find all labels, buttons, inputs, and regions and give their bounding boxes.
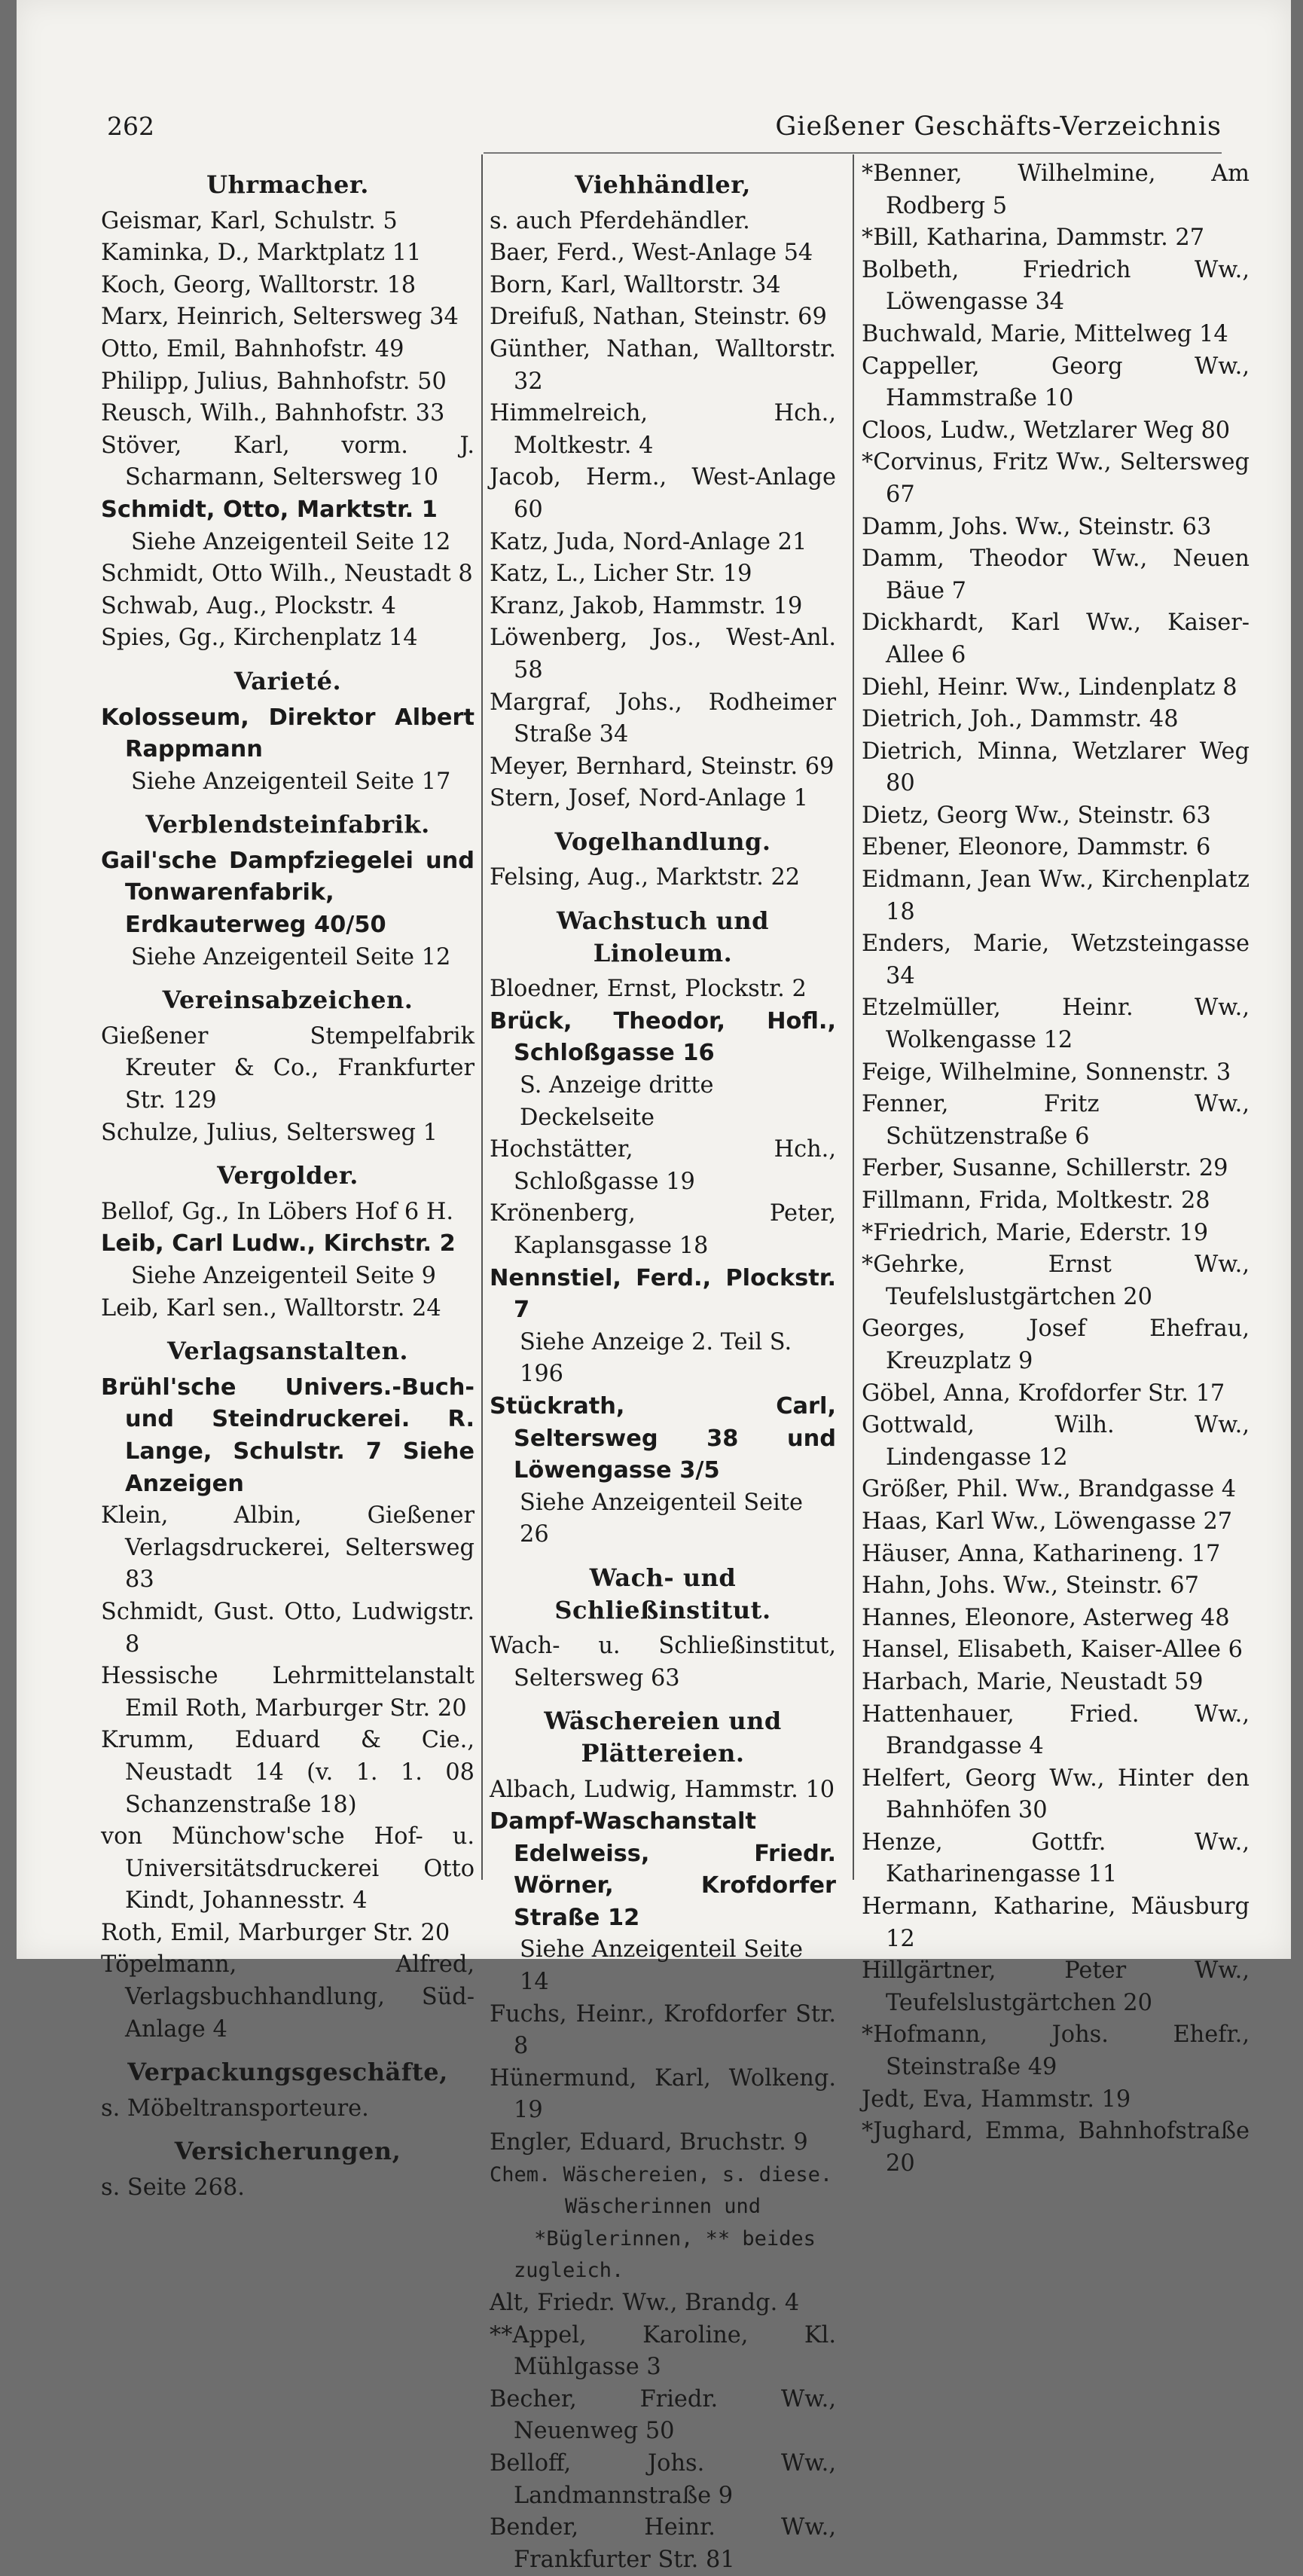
page xyxy=(17,0,1291,2573)
directory-entry: Harbach, Marie, Neustadt 59 xyxy=(862,1668,1204,1695)
directory-entry: Fenner, Fritz Ww., Schützenstraße 6 xyxy=(862,1091,1250,1150)
subsection-note: Wäscherinnen und *Büglerinnen, ** beides zugleich. xyxy=(514,2195,816,2283)
directory-entry: Eidmann, Jean Ww., Kirchenplatz 18 xyxy=(862,866,1250,925)
directory-entry: *Benner, Wilhelmine, Am Rodberg 5 xyxy=(862,160,1250,219)
section-heading: Verblendsteinfabrik. xyxy=(145,810,430,839)
directory-entry: Dietrich, Minna, Wetzlarer Weg 80 xyxy=(862,738,1250,797)
directory-entry: Alt, Friedr. Ww., Brandg. 4 xyxy=(490,2290,800,2316)
directory-entry: Himmelreich, Hch., Moltkestr. 4 xyxy=(490,400,836,459)
directory-entry: Hünermund, Karl, Wolkeng. 19 xyxy=(490,2064,836,2124)
advert-note: Siehe Anzeigenteil Seite 14 xyxy=(520,1936,804,1996)
column-divider xyxy=(481,154,483,1880)
directory-entry: Born, Karl, Walltorstr. 34 xyxy=(490,271,781,298)
directory-entry: Spies, Gg., Kirchenplatz 14 xyxy=(101,625,418,652)
directory-entry: Cloos, Ludw., Wetzlarer Weg 80 xyxy=(862,417,1231,444)
subsection-note: Chem. Wäschereien, s. diese. xyxy=(490,2162,833,2186)
directory-entry: Kolosseum, Direktor Albert Rappmann xyxy=(101,704,475,763)
directory-entry: Hillgärtner, Peter Ww., Teufelslustgärtchen 20 xyxy=(862,1957,1250,2016)
advert-note: Siehe Anzeigenteil Seite 17 xyxy=(131,768,451,795)
section-heading: Wachstuch und Linoleum. xyxy=(557,906,769,967)
directory-entry: Hermann, Katharine, Mäusburg 12 xyxy=(862,1893,1250,1952)
directory-entry: **Appel, Karoline, Kl. Mühlgasse 3 xyxy=(490,2321,836,2381)
directory-entry: Hahn, Johs. Ww., Steinstr. 67 xyxy=(862,1572,1199,1600)
advert-note: Siehe Anzeige 2. Teil S. 196 xyxy=(520,1328,792,1388)
directory-entry: Bellof, Gg., In Löbers Hof 6 H. xyxy=(101,1198,454,1225)
directory-entry: Helfert, Georg Ww., Hinter den Bahnhöfen 30 xyxy=(862,1765,1250,1824)
section-heading: Vogelhandlung. xyxy=(554,827,771,856)
directory-entry: Klein, Albin, Gießener Verlagsdruckerei, Seltersweg 83 xyxy=(101,1502,475,1594)
directory-entry: Feige, Wilhelmine, Sonnenstr. 3 xyxy=(862,1059,1231,1086)
directory-entry: Koch, Georg, Walltorstr. 18 xyxy=(101,271,417,298)
directory-entry: Häuser, Anna, Katharineng. 17 xyxy=(862,1540,1221,1567)
directory-entry: Reusch, Wilh., Bahnhofstr. 33 xyxy=(101,400,445,427)
directory-entry: Nennstiel, Ferd., Plockstr. 7 xyxy=(490,1264,836,1324)
cross-reference: s. Möbeltransporteure. xyxy=(101,2095,369,2122)
directory-entry: Diehl, Heinr. Ww., Lindenplatz 8 xyxy=(862,674,1237,701)
directory-entry: Krumm, Eduard & Cie., Neustadt 14 (v. 1. 1. 08 Schanzenstraße 18) xyxy=(101,1727,475,1818)
column-divider xyxy=(853,154,854,1880)
directory-entry: Fillmann, Frida, Moltkestr. 28 xyxy=(862,1187,1210,1214)
directory-entry: Dreifuß, Nathan, Steinstr. 69 xyxy=(490,304,827,331)
directory-entry: Enders, Marie, Wetzsteingasse 34 xyxy=(862,930,1250,989)
directory-entry: von Münchow'sche Hof- u. Universitätsdruckerei Otto Kindt, Johannesstr. 4 xyxy=(101,1823,475,1914)
directory-entry: *Gehrke, Ernst Ww., Teufelslustgärtchen 20 xyxy=(862,1251,1250,1310)
directory-entry: Schulze, Julius, Seltersweg 1 xyxy=(101,1119,438,1146)
directory-entry: Georges, Josef Ehefrau, Kreuzplatz 9 xyxy=(862,1316,1250,1374)
directory-entry: Schmidt, Otto Wilh., Neustadt 8 xyxy=(101,561,473,588)
directory-entry: Löwenberg, Jos., West-Anl. 58 xyxy=(490,625,836,683)
directory-entry: Meyer, Bernhard, Steinstr. 69 xyxy=(490,753,835,780)
section-heading: Verlagsanstalten. xyxy=(166,1337,409,1366)
directory-entry: Stöver, Karl, vorm. J. Scharmann, Seltersweg 10 xyxy=(101,432,475,491)
directory-entry: Stückrath, Carl, Seltersweg 38 und Löwengasse 3/5 xyxy=(490,1392,836,1484)
directory-entry: Wach- u. Schließinstitut, Seltersweg 63 xyxy=(490,1633,836,1691)
directory-entry: Göbel, Anna, Krofdorfer Str. 17 xyxy=(862,1380,1225,1407)
directory-entry: Ferber, Susanne, Schillerstr. 29 xyxy=(862,1155,1228,1182)
directory-entry: Günther, Nathan, Walltorstr. 32 xyxy=(490,335,836,395)
directory-entry: Haas, Karl Ww., Löwengasse 27 xyxy=(862,1508,1233,1535)
directory-entry: Brühl'sche Univers.-Buch- und Steindruckerei. R. Lange, Schulstr. 7 Siehe Anzeigen xyxy=(101,1374,475,1497)
section-heading: Uhrmacher. xyxy=(206,170,369,199)
directory-entry: Gottwald, Wilh. Ww., Lindengasse 12 xyxy=(862,1412,1250,1471)
directory-entry: Geismar, Karl, Schulstr. 5 xyxy=(101,207,398,234)
directory-entry: Henze, Gottfr. Ww., Katharinengasse 11 xyxy=(862,1829,1250,1888)
directory-entry: Jedt, Eva, Hammstr. 19 xyxy=(862,2086,1131,2113)
directory-entry: Hannes, Eleonore, Asterweg 48 xyxy=(862,1604,1230,1631)
directory-entry: Stern, Josef, Nord-Anlage 1 xyxy=(490,785,808,812)
directory-entry: Krönenberg, Peter, Kaplansgasse 18 xyxy=(490,1200,836,1259)
directory-entry: *Bill, Katharina, Dammstr. 27 xyxy=(862,225,1205,252)
section-heading: Varieté. xyxy=(233,666,342,695)
directory-entry: Buchwald, Marie, Mittelweg 14 xyxy=(862,320,1228,347)
directory-entry: Gail'sche Dampfziegelei und Tonwarenfabrik, Erdkauterweg 40/50 xyxy=(101,847,475,939)
directory-entry: Felsing, Aug., Marktstr. 22 xyxy=(490,864,801,891)
advert-note: S. Anzeige dritte Deckelseite xyxy=(520,1072,714,1131)
directory-entry: Schmidt, Otto, Marktstr. 1 xyxy=(101,496,438,523)
directory-entry: *Friedrich, Marie, Ederstr. 19 xyxy=(862,1219,1209,1246)
directory-entry: *Corvinus, Fritz Ww., Seltersweg 67 xyxy=(862,449,1250,508)
directory-entry: Roth, Emil, Marburger Str. 20 xyxy=(101,1919,450,1946)
directory-entry: *Hofmann, Johs. Ehefr., Steinstraße 49 xyxy=(862,2021,1250,2081)
directory-entry: Fuchs, Heinr., Krofdorfer Str. 8 xyxy=(490,2000,836,2060)
section-heading: Versicherungen, xyxy=(174,2137,401,2166)
section-heading: Verpackungsgeschäfte, xyxy=(127,2058,448,2087)
directory-entry: Kaminka, D., Marktplatz 11 xyxy=(101,240,422,267)
directory-entry: Schwab, Aug., Plockstr. 4 xyxy=(101,592,396,619)
directory-entry: Dampf-Waschanstalt Edelweiss, Friedr. Wörner, Krofdorfer Straße 12 xyxy=(490,1808,836,1931)
advert-note: Siehe Anzeigenteil Seite 9 xyxy=(131,1263,437,1289)
directory-entry: Becher, Friedr. Ww., Neuenweg 50 xyxy=(490,2385,836,2445)
directory-entry: Bolbeth, Friedrich Ww., Löwengasse 34 xyxy=(862,256,1250,316)
directory-entry: Größer, Phil. Ww., Brandgasse 4 xyxy=(862,1476,1237,1503)
directory-entry: Damm, Theodor Ww., Neuen Bäue 7 xyxy=(862,545,1250,604)
page-number: 262 xyxy=(107,112,154,141)
directory-entry: Marx, Heinrich, Seltersweg 34 xyxy=(101,304,459,331)
advert-note: Siehe Anzeigenteil Seite 12 xyxy=(131,528,451,555)
directory-entry: Otto, Emil, Bahnhofstr. 49 xyxy=(101,335,404,362)
section-heading: Viehhändler, xyxy=(575,170,751,199)
directory-entry: Gießener Stempelfabrik Kreuter & Co., Frankfurter Str. 129 xyxy=(101,1022,475,1114)
directory-entry: Engler, Eduard, Bruchstr. 9 xyxy=(490,2129,808,2156)
directory-entry: Kranz, Jakob, Hammstr. 19 xyxy=(490,592,803,619)
directory-entry: Dickhardt, Karl Ww., Kaiser-Allee 6 xyxy=(862,610,1250,668)
directory-entry: Damm, Johs. Ww., Steinstr. 63 xyxy=(862,513,1212,540)
directory-entry: Hattenhauer, Fried. Ww., Brandgasse 4 xyxy=(862,1701,1250,1760)
directory-entry: Hochstätter, Hch., Schloßgasse 19 xyxy=(490,1136,836,1195)
directory-entry: Belloff, Johs. Ww., Landmannstraße 9 xyxy=(490,2449,836,2509)
page-title: Gießener Geschäfts-Verzeichnis xyxy=(775,112,1222,142)
directory-entry: Cappeller, Georg Ww., Hammstraße 10 xyxy=(862,353,1250,412)
advert-note: Siehe Anzeigenteil Seite 26 xyxy=(520,1489,804,1548)
section-heading: Vereinsabzeichen. xyxy=(162,985,413,1015)
directory-entry: Töpelmann, Alfred, Verlagsbuchhandlung, Süd-Anlage 4 xyxy=(101,1951,475,2043)
column-2 xyxy=(490,158,836,2576)
section-heading: Wäschereien und Plättereien. xyxy=(544,1707,782,1768)
directory-entry: Schmidt, Gust. Otto, Ludwigstr. 8 xyxy=(101,1598,475,1658)
directory-entry: Bender, Heinr. Ww., Frankfurter Str. 81 xyxy=(490,2514,836,2573)
directory-entry: Dietrich, Joh., Dammstr. 48 xyxy=(862,706,1179,733)
section-heading: Wach- und Schließinstitut. xyxy=(554,1563,771,1624)
cross-reference: s. Seite 268. xyxy=(101,2174,245,2202)
directory-entry: Leib, Carl Ludw., Kirchstr. 2 xyxy=(101,1230,456,1257)
advert-note: Siehe Anzeigenteil Seite 12 xyxy=(131,943,451,970)
directory-entry: Hessische Lehrmittelanstalt Emil Roth, Marburger Str. 20 xyxy=(101,1663,475,1722)
section-heading: Vergolder. xyxy=(217,1161,359,1190)
directory-entry: Hansel, Elisabeth, Kaiser-Allee 6 xyxy=(862,1636,1243,1664)
directory-entry: Margraf, Johs., Rodheimer Straße 34 xyxy=(490,689,836,748)
directory-entry: Katz, L., Licher Str. 19 xyxy=(490,561,752,588)
directory-entry: Dietz, Georg Ww., Steinstr. 63 xyxy=(862,802,1211,829)
column-3 xyxy=(862,158,1250,2180)
directory-entry: Baer, Ferd., West-Anlage 54 xyxy=(490,240,813,267)
directory-entry: Katz, Juda, Nord-Anlage 21 xyxy=(490,528,807,555)
page-header xyxy=(107,105,1222,151)
directory-entry: Ebener, Eleonore, Dammstr. 6 xyxy=(862,834,1211,861)
directory-entry: *Jughard, Emma, Bahnhofstraße 20 xyxy=(862,2118,1250,2177)
directory-entry: Leib, Karl sen., Walltorstr. 24 xyxy=(101,1294,441,1322)
directory-entry: Brück, Theodor, Hofl., Schloßgasse 16 xyxy=(490,1007,836,1067)
header-rule xyxy=(484,152,1222,154)
directory-entry: Etzelmüller, Heinr. Ww., Wolkengasse 12 xyxy=(862,995,1250,1054)
cross-reference: s. auch Pferdehändler. xyxy=(490,207,750,234)
column-1 xyxy=(101,158,475,2205)
directory-entry: Philipp, Julius, Bahnhofstr. 50 xyxy=(101,368,447,395)
directory-entry: Bloedner, Ernst, Plockstr. 2 xyxy=(490,976,807,1003)
directory-entry: Albach, Ludwig, Hammstr. 10 xyxy=(490,1776,835,1803)
directory-entry: Jacob, Herm., West-Anlage 60 xyxy=(490,464,836,523)
